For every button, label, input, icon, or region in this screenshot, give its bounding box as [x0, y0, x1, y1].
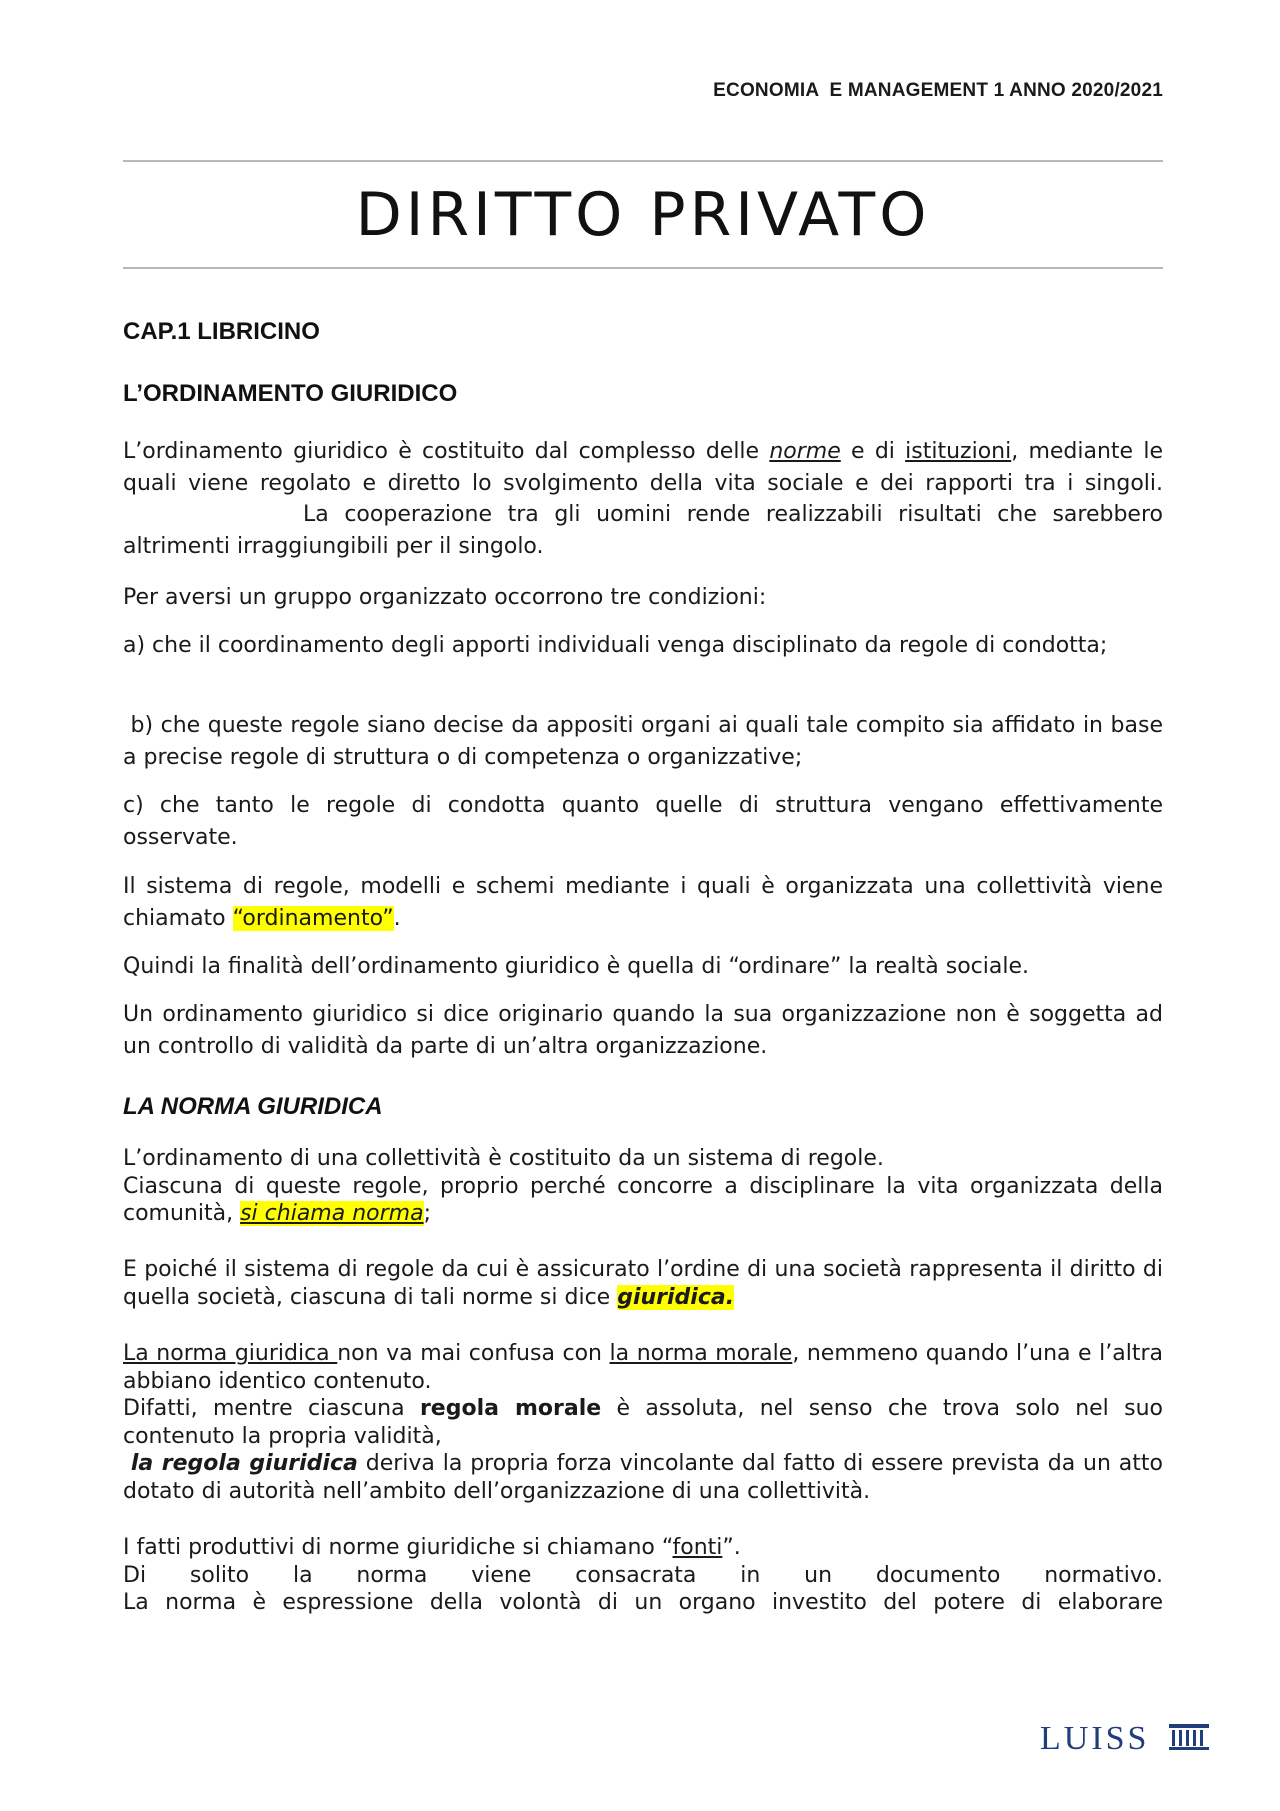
- section-heading-ordinamento: L’ORDINAMENTO GIURIDICO: [123, 380, 458, 407]
- text-span: La cooperazione tra gli uomini rende realizzabili risultati che sarebbero altrimenti irraggiungibili per il singolo.: [123, 502, 1163, 559]
- paragraph-condition-a: a) che il coordinamento degli apporti individuali venga disciplinato da regole di condotta;: [123, 633, 1108, 658]
- text-span: è assoluta, nel senso che trova solo nel suo contenuto la propria validità,: [123, 1396, 1163, 1449]
- paragraph-1: [123, 436, 1163, 562]
- underlined-norma-morale: la norma morale: [609, 1341, 793, 1366]
- highlighted-si-chiama-norma: si chiama norma: [240, 1201, 424, 1226]
- text-span: I fatti produttivi di norme giuridiche si chiamano “: [123, 1535, 673, 1560]
- bold-regola-morale: regola morale: [419, 1396, 602, 1421]
- bold-regola-giuridica: la regola giuridica: [130, 1451, 358, 1476]
- text-line: La norma è espressione della volontà di un organo investito del potere di elaborare: [123, 1590, 1163, 1615]
- underlined-norme: norme: [769, 439, 841, 464]
- text-span: , nemmeno quando l’una e l’altra abbiano identico contenuto.: [123, 1341, 1164, 1394]
- paragraph-6: [123, 871, 1163, 934]
- column-icon: [1167, 1722, 1211, 1756]
- text-span: ;: [423, 1201, 431, 1226]
- paragraph-12: [123, 1534, 1163, 1617]
- text-span: , mediante le quali viene regolato e diretto lo svolgimento della vita sociale e dei rapporti tra i singoli.: [123, 439, 1164, 496]
- underlined-norma-giuridica: La norma giuridica: [123, 1341, 338, 1366]
- text-span: e di: [840, 439, 906, 464]
- text-span: .: [393, 905, 401, 931]
- logo-text: LUISS: [1040, 1720, 1150, 1757]
- text-span: non va mai confusa con: [337, 1341, 610, 1366]
- document-page: [123, 0, 1170, 1811]
- paragraph-condition-b: b) che queste regole siano decise da appositi organi ai quali tale compito sia affidato in base a precise regole di struttura o di competenza o organizzative;: [123, 713, 1170, 770]
- title-top-rule: [123, 160, 1163, 162]
- text-line: L’ordinamento di una collettività è costituito da un sistema di regole.: [123, 1146, 884, 1171]
- course-header: ECONOMIA E MANAGEMENT 1 ANNO 2020/2021: [713, 80, 1163, 101]
- section-heading-norma: LA NORMA GIURIDICA: [123, 1093, 383, 1120]
- underlined-istituzioni: istituzioni: [905, 439, 1012, 464]
- title-bottom-rule: [123, 267, 1163, 269]
- paragraph-8: Un ordinamento giuridico si dice originario quando la sua organizzazione non è soggetta ad un controllo di validità da parte di un’altra organizzazione.: [123, 1002, 1163, 1059]
- paragraph-11: [123, 1340, 1163, 1505]
- document-title: DIRITTO PRIVATO: [355, 180, 931, 250]
- text-span: L’ordinamento giuridico è costituito dal complesso delle: [123, 439, 770, 464]
- text-line: Di solito la norma viene consacrata in un documento normativo.: [123, 1562, 1163, 1588]
- text-span: ”.: [722, 1535, 741, 1560]
- underlined-fonti: fonti: [672, 1535, 723, 1560]
- paragraph-9: [123, 1145, 1163, 1228]
- text-span: Ciascuna di queste regole, proprio perché concorre a disciplinare la vita organizzata della comunità,: [123, 1173, 1163, 1226]
- highlighted-giuridica: giuridica.: [617, 1284, 735, 1310]
- text-span: deriva la propria forza vincolante dal fatto di essere prevista da un atto dotato di autorità nell’ambito dell’organizzazione di una collettività.: [123, 1451, 1163, 1504]
- text-span: Il sistema di regole, modelli e schemi mediante i quali è organizzata una collettività viene chiamato: [123, 874, 1163, 931]
- text-span: Difatti, mentre ciascuna: [123, 1396, 420, 1421]
- paragraph-10: [123, 1256, 1163, 1311]
- paragraph-condition-c: c) che tanto le regole di condotta quanto quelle di struttura vengano effettivamente osservate.: [123, 793, 1163, 850]
- luiss-logo: [1040, 1720, 1211, 1758]
- chapter-heading: CAP.1 LIBRICINO: [123, 318, 320, 345]
- highlighted-ordinamento: “ordinamento”: [232, 905, 394, 931]
- text-span: E poiché il sistema di regole da cui è assicurato l’ordine di una società rappresenta il diritto di quella società, ciascuna di tali norme si dice: [123, 1257, 1163, 1310]
- paragraph-2: Per aversi un gruppo organizzato occorrono tre condizioni:: [123, 585, 767, 610]
- paragraph-7: Quindi la finalità dell’ordinamento giuridico è quella di “ordinare” la realtà sociale.: [123, 954, 1029, 979]
